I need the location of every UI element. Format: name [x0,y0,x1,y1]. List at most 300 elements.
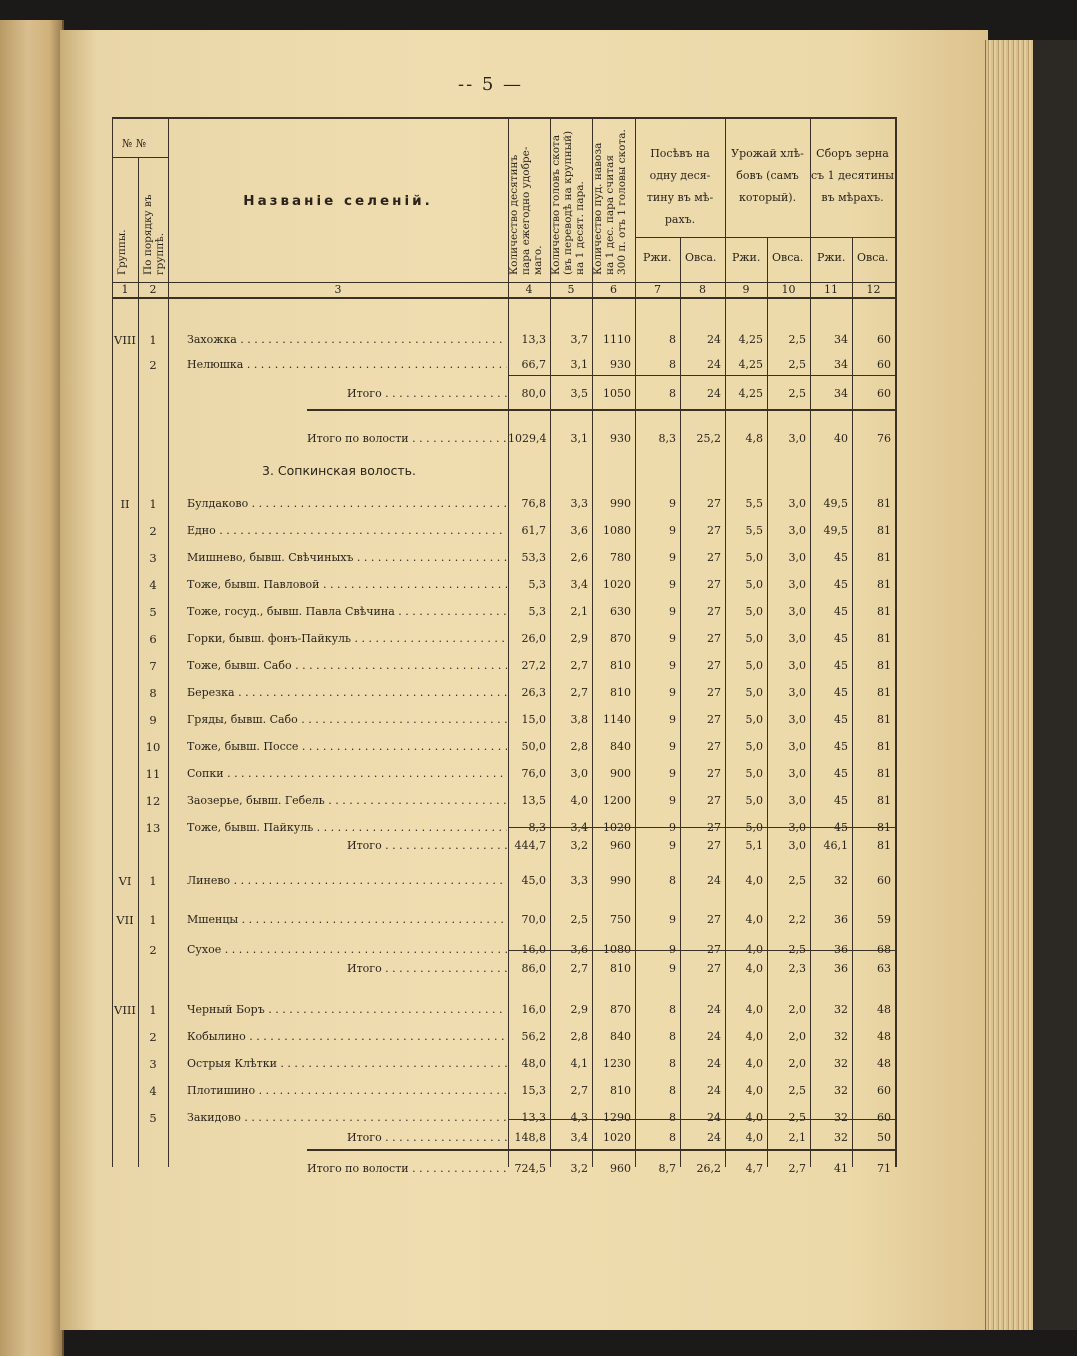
cell-c8: 27 [707,962,721,975]
cell-c8: 27 [707,551,721,564]
cell-c7: 9 [669,913,676,926]
cell-c11: 36 [834,943,848,956]
cell-c5: 2,7 [570,659,588,672]
cell-c5: 4,3 [570,1111,588,1124]
cell-c7: 8,3 [658,432,676,445]
cell-c12: 81 [877,839,891,852]
row-order: 5 [149,605,157,619]
cell-c10: 3,0 [788,839,806,852]
header-col4-l1: Количество десятинъ [508,154,520,275]
cell-c7: 8 [669,1057,676,1070]
cell-c10: 2,5 [788,1111,806,1124]
row-order: 7 [149,659,157,673]
header-nn: № № [122,137,147,150]
page-stack-edge [985,40,1036,1330]
village-name: Острыя Клѣтки . . . [187,1057,507,1070]
cell-c5: 2,7 [570,962,588,975]
cell-c5: 4,0 [570,794,588,807]
cell-c10: 2,5 [788,1084,806,1097]
cell-c10: 3,0 [788,524,806,537]
cell-c11: 46,1 [823,839,848,852]
row-group: II [120,497,130,511]
row-order: 1 [149,913,157,927]
cell-c6: 930 [610,432,631,445]
cell-c6: 810 [610,1084,631,1097]
cell-c12: 81 [877,794,891,807]
cell-c7: 8 [669,1030,676,1043]
cell-c9: 4,0 [745,1131,763,1144]
cell-c7: 8 [669,333,676,346]
cell-c11: 45 [834,767,848,780]
cell-c6: 1140 [603,713,631,726]
village-name: Едно . . . [187,524,507,537]
cell-c9: 4,25 [738,333,763,346]
column-number-10: 10 [781,283,796,296]
village-name: Тоже, бывш. Поссе . . . [187,740,507,753]
header-col5-l1: Количество головъ скота [550,134,562,275]
subheader-rule [635,237,895,238]
cell-c10: 3,0 [788,497,806,510]
cell-c4: 53,3 [521,551,546,564]
cell-c9: 5,0 [745,686,763,699]
cell-c9: 5,0 [745,821,763,834]
cell-c7: 9 [669,943,676,956]
cell-c8: 27 [707,740,721,753]
village-name: Тоже, бывш. Сабо . . . [187,659,507,672]
cell-c7: 8 [669,387,676,400]
row-order: 12 [145,794,161,808]
cell-c9: 5,1 [745,839,763,852]
cell-c5: 3,2 [570,839,588,852]
cell-c4: 76,0 [521,767,546,780]
cell-c5: 3,3 [570,874,588,887]
column-number-9: 9 [742,283,750,296]
cell-c6: 1020 [603,1131,631,1144]
village-name: Сухое . . . [187,943,507,956]
cell-c11: 32 [834,1003,848,1016]
row-order: 1 [149,497,157,511]
cell-c10: 3,0 [788,794,806,807]
cell-c7: 8 [669,1003,676,1016]
cell-c6: 810 [610,686,631,699]
cell-c12: 59 [877,913,891,926]
cell-c6: 1080 [603,524,631,537]
cell-c12: 71 [877,1162,891,1175]
cell-c8: 24 [707,1003,721,1016]
subtotal-label: Итого . . . [347,387,507,400]
cell-c5: 2,1 [570,605,588,618]
cell-c12: 68 [877,943,891,956]
cell-c7: 8,7 [658,1162,676,1175]
cell-c4: 48,0 [521,1057,546,1070]
header-oats-sowing: Овса. [685,251,717,264]
column-rule-7 [680,237,681,1167]
cell-c12: 81 [877,740,891,753]
row-order: 13 [145,821,161,835]
cell-c6: 930 [610,358,631,371]
cell-c12: 60 [877,874,891,887]
cell-c6: 1230 [603,1057,631,1070]
row-order: 4 [149,578,157,592]
column-number-11: 11 [824,283,838,296]
cell-c7: 9 [669,821,676,834]
cell-c7: 8 [669,1111,676,1124]
row-order: 1 [149,874,157,888]
cell-c10: 3,0 [788,686,806,699]
header-yield: Сборъ зерна съ 1 десятины въ мѣрахъ. [810,147,895,204]
cell-c9: 4,0 [745,1084,763,1097]
cell-c10: 2,5 [788,874,806,887]
cell-c12: 81 [877,659,891,672]
header-order-line1: По порядку въ [142,194,154,275]
cell-c8: 27 [707,686,721,699]
cell-c11: 45 [834,605,848,618]
cell-c11: 45 [834,821,848,834]
cell-c5: 3,2 [570,1162,588,1175]
village-name: Булдаково . . . [187,497,507,510]
cell-c11: 45 [834,713,848,726]
cell-c9: 4,7 [745,1162,763,1175]
header-oats-yield: Овса. [857,251,889,264]
column-number-2: 2 [149,283,157,296]
cell-c5: 2,6 [570,551,588,564]
village-name: Закидово . . . [187,1111,507,1124]
cell-c4: 5,3 [528,605,546,618]
cell-c12: 81 [877,767,891,780]
cell-c9: 5,0 [745,578,763,591]
cell-c9: 4,0 [745,962,763,975]
cell-c6: 810 [610,962,631,975]
cell-c8: 27 [707,943,721,956]
cell-c8: 27 [707,497,721,510]
cell-c11: 45 [834,794,848,807]
section-title: 3. Сопкинская волость. [262,463,417,478]
cell-c4: 80,0 [521,387,546,400]
column-rule-11 [852,237,853,1167]
cell-c6: 810 [610,659,631,672]
district-total-label: Итого по волости . . . [307,432,507,445]
cell-c9: 4,0 [745,874,763,887]
header-sowing: Посѣвъ на одну деся- тину въ мѣ- рахъ. [646,147,714,226]
cell-c5: 2,5 [570,913,588,926]
cell-c6: 990 [610,497,631,510]
village-name: Кобылино . . . [187,1030,507,1043]
cell-c4: 724,5 [514,1162,546,1175]
cell-c12: 81 [877,578,891,591]
column-number-rule [112,297,895,299]
cell-c6: 840 [610,1030,631,1043]
cell-c9: 5,5 [745,497,763,510]
left-page-edge [0,20,64,1356]
village-name: Березка . . . [187,686,507,699]
header-group: Группы. [116,229,128,275]
header-order-line2: группѣ. [154,232,166,275]
cell-c7: 9 [669,962,676,975]
cell-c9: 5,0 [745,767,763,780]
cell-c6: 960 [610,839,631,852]
cell-c6: 630 [610,605,631,618]
book-cover [1033,40,1077,1330]
header-rye-sowing: Ржи. [643,251,672,264]
cell-c5: 3,5 [570,387,588,400]
row-order: 2 [149,524,157,538]
cell-c6: 1290 [603,1111,631,1124]
cell-c4: 8,3 [528,821,546,834]
cell-c5: 2,8 [570,1030,588,1043]
cell-c9: 5,0 [745,551,763,564]
cell-c11: 41 [834,1162,848,1175]
cell-c9: 4,8 [745,432,763,445]
cell-c11: 32 [834,1084,848,1097]
cell-c7: 9 [669,605,676,618]
cell-c7: 9 [669,524,676,537]
column-rule-12 [895,117,897,1167]
cell-c11: 32 [834,1111,848,1124]
cell-c12: 50 [877,1131,891,1144]
cell-c6: 1200 [603,794,631,807]
cell-c11: 45 [834,686,848,699]
subtotal-rule-0 [508,375,895,376]
cell-c5: 3,7 [570,333,588,346]
cell-c12: 60 [877,387,891,400]
cell-c11: 40 [834,432,848,445]
cell-c5: 3,6 [570,943,588,956]
row-order: 9 [149,713,157,727]
cell-c12: 60 [877,333,891,346]
cell-c11: 36 [834,913,848,926]
cell-c6: 1080 [603,943,631,956]
cell-c5: 3,4 [570,578,588,591]
cell-c8: 27 [707,821,721,834]
village-name: Захожка . . . [187,333,507,346]
village-name: Гряды, бывш. Сабо . . . [187,713,507,726]
cell-c6: 990 [610,874,631,887]
cell-c11: 49,5 [823,497,848,510]
cell-c4: 16,0 [521,1003,546,1016]
column-number-7: 7 [654,283,661,296]
cell-c9: 5,5 [745,524,763,537]
cell-c10: 3,0 [788,821,806,834]
cell-c8: 27 [707,524,721,537]
cell-c7: 9 [669,659,676,672]
cell-c11: 45 [834,551,848,564]
cell-c4: 444,7 [514,839,546,852]
cell-c7: 9 [669,578,676,591]
cell-c5: 2,9 [570,1003,588,1016]
cell-c10: 2,2 [788,913,806,926]
village-name: Сопки . . . [187,767,507,780]
cell-c5: 2,7 [570,686,588,699]
column-number-5: 5 [567,283,575,296]
cell-c5: 3,4 [570,1131,588,1144]
row-order: 3 [149,1057,157,1071]
cell-c6: 960 [610,1162,631,1175]
cell-c10: 3,0 [788,632,806,645]
subtotal-label: Итого . . . [347,1131,507,1144]
cell-c10: 3,0 [788,659,806,672]
header-col5-l2: (въ переводѣ на крупный) [562,130,574,275]
cell-c8: 27 [707,913,721,926]
village-name: Тоже, бывш. Павловой . . . [187,578,507,591]
cell-c4: 26,3 [521,686,546,699]
cell-c7: 9 [669,551,676,564]
cell-c11: 32 [834,1131,848,1144]
cell-c4: 56,2 [521,1030,546,1043]
cell-c10: 2,3 [788,962,806,975]
cell-c7: 8 [669,1084,676,1097]
header-col6-l1: Количество пуд. навоза [592,142,604,275]
district-total-rule [307,409,895,411]
cell-c9: 5,0 [745,740,763,753]
cell-c7: 9 [669,794,676,807]
header-col4-l3: маго. [532,245,544,275]
cell-c4: 15,0 [521,713,546,726]
cell-c8: 27 [707,839,721,852]
cell-c5: 3,3 [570,497,588,510]
cell-c12: 81 [877,551,891,564]
cell-c6: 840 [610,740,631,753]
cell-c9: 4,0 [745,1030,763,1043]
cell-c9: 4,0 [745,1111,763,1124]
row-group: VIII [114,333,136,347]
cell-c11: 34 [834,358,848,371]
row-group: VIII [114,1003,136,1017]
cell-c10: 2,7 [788,1162,806,1175]
cell-c9: 5,0 [745,713,763,726]
cell-c8: 24 [707,1084,721,1097]
row-order: 2 [149,1030,157,1044]
cell-c11: 49,5 [823,524,848,537]
cell-c11: 45 [834,632,848,645]
village-name: Горки, бывш. фонъ-Пайкуль . . . [187,632,507,645]
cell-c8: 25,2 [696,432,721,445]
row-order: 1 [149,333,157,347]
row-order: 4 [149,1084,157,1098]
column-number-6: 6 [610,283,617,296]
row-group: VII [116,913,134,927]
cell-c4: 86,0 [521,962,546,975]
cell-c7: 8 [669,1131,676,1144]
cell-c4: 15,3 [521,1084,546,1097]
village-name: Линево . . . [187,874,507,887]
cell-c12: 81 [877,632,891,645]
cell-c5: 4,1 [570,1057,588,1070]
cell-c12: 60 [877,1084,891,1097]
cell-c4: 27,2 [521,659,546,672]
cell-c4: 26,0 [521,632,546,645]
column-number-4: 4 [525,283,533,296]
cell-c7: 8 [669,358,676,371]
cell-c9: 5,0 [745,794,763,807]
cell-c5: 2,8 [570,740,588,753]
cell-c8: 24 [707,1057,721,1070]
district-total-label: Итого по волости . . . [307,1162,507,1175]
cell-c11: 32 [834,874,848,887]
cell-c8: 27 [707,578,721,591]
cell-c12: 81 [877,821,891,834]
cell-c9: 4,0 [745,1057,763,1070]
statistics-table [112,117,895,1175]
table-top-rule [112,117,895,119]
cell-c11: 45 [834,740,848,753]
cell-c12: 81 [877,497,891,510]
cell-c11: 32 [834,1057,848,1070]
cell-c12: 48 [877,1003,891,1016]
subtotal-rule-1 [508,827,895,828]
cell-c5: 2,9 [570,632,588,645]
cell-c4: 5,3 [528,578,546,591]
cell-c5: 3,1 [570,358,588,371]
cell-c12: 76 [877,432,891,445]
cell-c8: 27 [707,767,721,780]
cell-c9: 4,0 [745,1003,763,1016]
row-order: 2 [149,358,157,372]
cell-c11: 34 [834,387,848,400]
cell-c10: 3,0 [788,713,806,726]
cell-c12: 60 [877,1111,891,1124]
cell-c10: 2,0 [788,1057,806,1070]
cell-c12: 48 [877,1057,891,1070]
cell-c7: 9 [669,497,676,510]
cell-c9: 5,0 [745,605,763,618]
cell-c5: 3,1 [570,432,588,445]
cell-c6: 780 [610,551,631,564]
cell-c4: 13,3 [521,333,546,346]
cell-c4: 76,8 [521,497,546,510]
page-number: -- 5 — [458,74,524,95]
header-col6-l3: 300 п. отъ 1 головы скота. [616,129,628,275]
cell-c6: 900 [610,767,631,780]
cell-c11: 45 [834,659,848,672]
subtotal-label: Итого . . . [347,839,507,852]
header-oats-harvest: Овса. [772,251,804,264]
cell-c6: 1050 [603,387,631,400]
subtotal-rule-3 [508,1119,895,1120]
cell-c10: 3,0 [788,432,806,445]
cell-c10: 3,0 [788,578,806,591]
cell-c5: 3,4 [570,821,588,834]
cell-c7: 9 [669,740,676,753]
cell-c9: 4,25 [738,387,763,400]
cell-c8: 24 [707,333,721,346]
cell-c11: 45 [834,578,848,591]
cell-c10: 3,0 [788,767,806,780]
header-col5-l3: на 1 десят. пара. [574,181,586,275]
cell-c8: 24 [707,874,721,887]
cell-c7: 9 [669,686,676,699]
cell-c12: 81 [877,524,891,537]
nn-rule [112,157,168,158]
cell-c4: 50,0 [521,740,546,753]
cell-c12: 48 [877,1030,891,1043]
cell-c6: 750 [610,913,631,926]
cell-c6: 1110 [603,333,631,346]
cell-c8: 27 [707,632,721,645]
cell-c10: 3,0 [788,740,806,753]
column-number-8: 8 [699,283,706,296]
cell-c10: 2,0 [788,1030,806,1043]
cell-c8: 27 [707,713,721,726]
cell-c9: 4,0 [745,943,763,956]
cell-c4: 66,7 [521,358,546,371]
cell-c11: 34 [834,333,848,346]
cell-c8: 24 [707,1030,721,1043]
header-col6-l2: на 1 дес. пара считая [604,155,616,275]
cell-c10: 2,5 [788,943,806,956]
village-name: Тоже, госуд., бывш. Павла Свѣчина . . . [187,605,507,618]
cell-c7: 9 [669,632,676,645]
cell-c10: 3,0 [788,605,806,618]
